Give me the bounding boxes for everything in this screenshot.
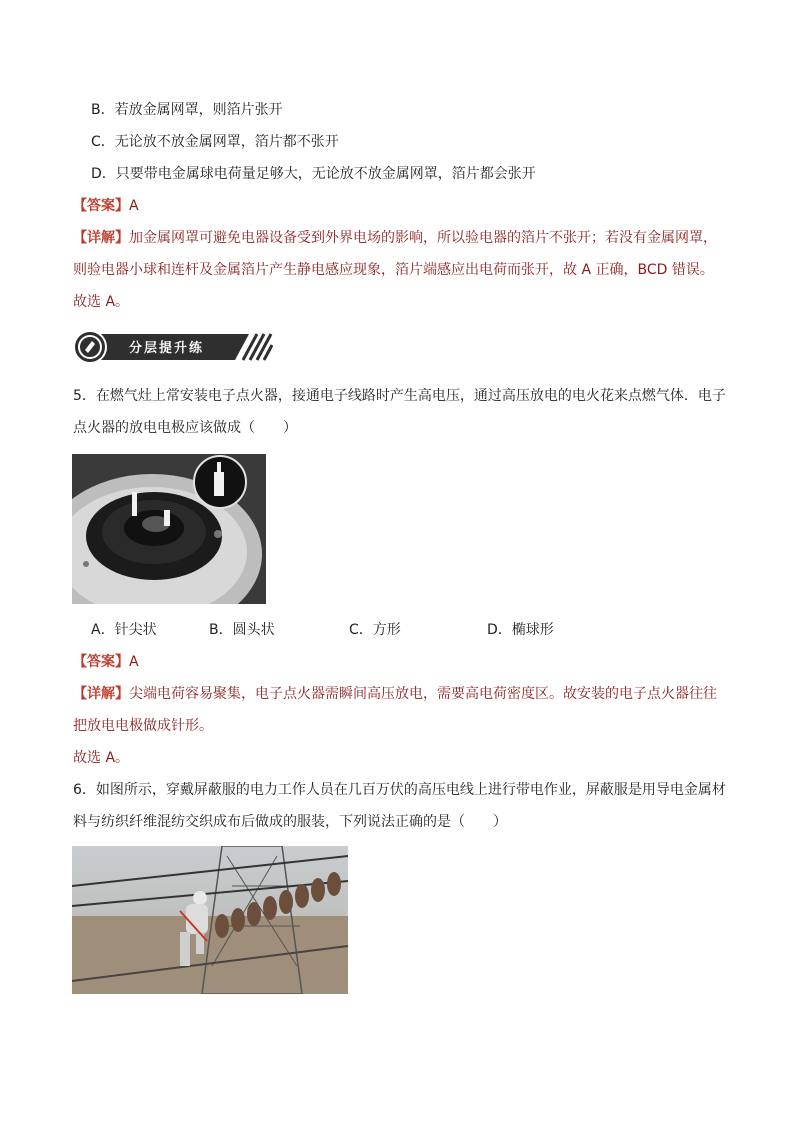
q5-option-d: D．椭球形 — [487, 622, 554, 638]
option-b-text: B．若放金属网罩，则箔片张开 — [91, 102, 283, 118]
option-c-text: C．无论放不放金属网罩，箔片都不张开 — [91, 134, 339, 150]
option-d-text: D．只要带电金属球电荷量足够大，无论放不放金属网罩，箔片都会张开 — [91, 166, 536, 182]
q5-option-a: A．针尖状 — [91, 622, 157, 638]
section-banner — [73, 330, 273, 364]
q4-answer — [73, 196, 139, 216]
powerline-worker-photo — [72, 846, 348, 994]
answer-tag: 【答案】 — [73, 198, 129, 214]
q5-stem-line1: 5．在燃气灶上常安装电子点火器，接通电子线路时产生高电压，通过高压放电的电火花来点燃气体．电子 — [73, 388, 726, 404]
q4-detail-line1 — [73, 228, 717, 248]
answer-value: A — [129, 654, 139, 670]
answer-tag: 【答案】 — [73, 654, 129, 670]
q4-conclusion: 故选 A。 — [73, 294, 130, 310]
detail-tag: 【详解】 — [73, 230, 129, 246]
q5-conclusion: 故选 A。 — [73, 750, 130, 766]
detail-tag: 【详解】 — [73, 686, 129, 702]
q5-options — [91, 620, 591, 640]
banner-label: 分层提升练 — [129, 341, 205, 356]
igniter-photo — [72, 454, 266, 604]
q6-stem-line2: 料与纺织纤维混纺交织成布后做成的服装，下列说法正确的是（ ） — [73, 814, 507, 830]
q5-option-b: B．圆头状 — [209, 622, 275, 638]
q5-detail-line2: 把放电电极做成针形。 — [73, 718, 213, 734]
q5-answer — [73, 652, 139, 672]
detail-text: 加金属网罩可避免电器设备受到外界电场的影响，所以验电器的箔片不张开；若没有金属网罩， — [129, 230, 717, 246]
detail-text: 尖端电荷容易聚集，电子点火器需瞬间高压放电，需要高电荷密度区。故安装的电子点火器往往 — [129, 686, 717, 702]
answer-value: A — [129, 198, 139, 214]
q4-detail-line2: 则验电器小球和连杆及金属箔片产生静电感应现象，箔片端感应出电荷而张开，故 A 正确，BCD 错误。 — [73, 262, 714, 278]
q6-stem-line1: 6．如图所示，穿戴屏蔽服的电力工作人员在几百万伏的高压电线上进行带电作业，屏蔽服是用导电金属材 — [73, 782, 726, 798]
q5-stem-line2: 点火器的放电电极应该做成（ ） — [73, 420, 297, 436]
q5-detail-line1 — [73, 684, 717, 704]
q5-option-c: C．方形 — [349, 622, 401, 638]
